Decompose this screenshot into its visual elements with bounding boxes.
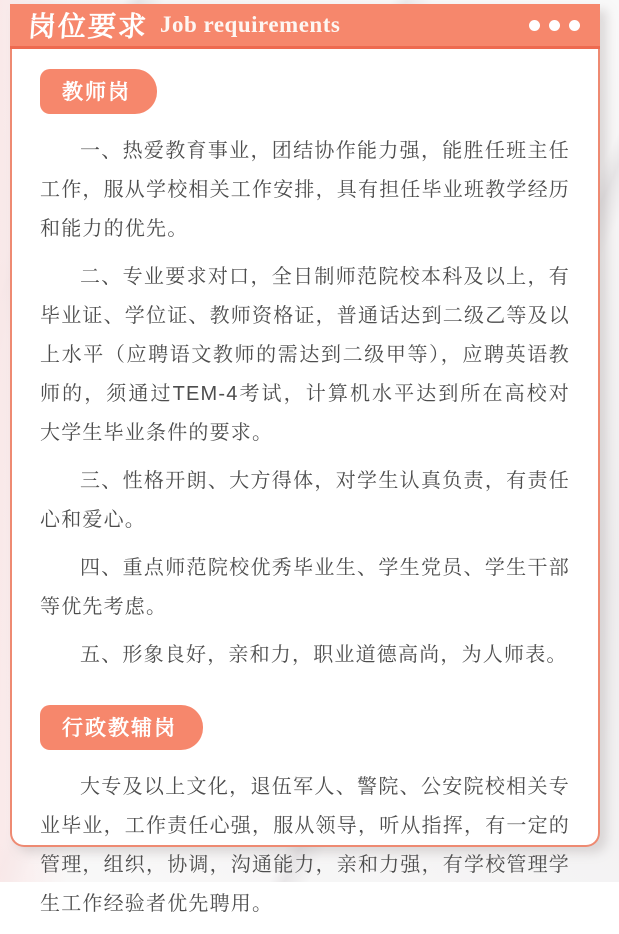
dot-icon — [529, 20, 540, 31]
card-header — [10, 4, 600, 49]
card-body — [12, 49, 598, 934]
teacher-requirement-4: 四、重点师范院校优秀毕业生、学生党员、学生干部等优先考虑。 — [40, 557, 570, 618]
ellipsis-dots-icon — [529, 20, 580, 31]
dot-icon — [569, 20, 580, 31]
job-requirements-card — [10, 4, 600, 915]
teacher-requirement-3: 三、性格开朗、大方得体，对学生认真负责，有责任心和爱心。 — [40, 470, 570, 531]
teacher-requirement-5: 五、形象良好，亲和力，职业道德高尚，为人师表。 — [80, 644, 568, 666]
teacher-requirement-2: 二、专业要求对口，全日制师范院校本科及以上，有毕业证、学位证、教师资格证，普通话达到二级乙等及以上水平（应聘语文教师的需达到二级甲等），应聘英语教师的，须通过TEM-4考试，计算机水平达到所在高校对大学生毕业条件的要求。 — [40, 266, 570, 444]
dot-icon — [549, 20, 560, 31]
badge-teacher-post: 教师岗 — [40, 69, 157, 114]
admin-requirement-1: 大专及以上文化，退伍军人、警院、公安院校相关专业毕业，工作责任心强，服从领导，听从指挥，有一定的管理，组织，协调，沟通能力，亲和力强，有学校管理学生工作经验者优先聘用。 — [40, 776, 570, 915]
header-title-en: Job requirements — [160, 12, 341, 37]
badge-admin-support-post: 行政教辅岗 — [40, 705, 203, 750]
teacher-requirement-1: 一、热爱教育事业，团结协作能力强，能胜任班主任工作，服从学校相关工作安排，具有担任毕业班教学经历和能力的优先。 — [40, 140, 570, 240]
header-title-zh: 岗位要求 — [26, 11, 149, 42]
